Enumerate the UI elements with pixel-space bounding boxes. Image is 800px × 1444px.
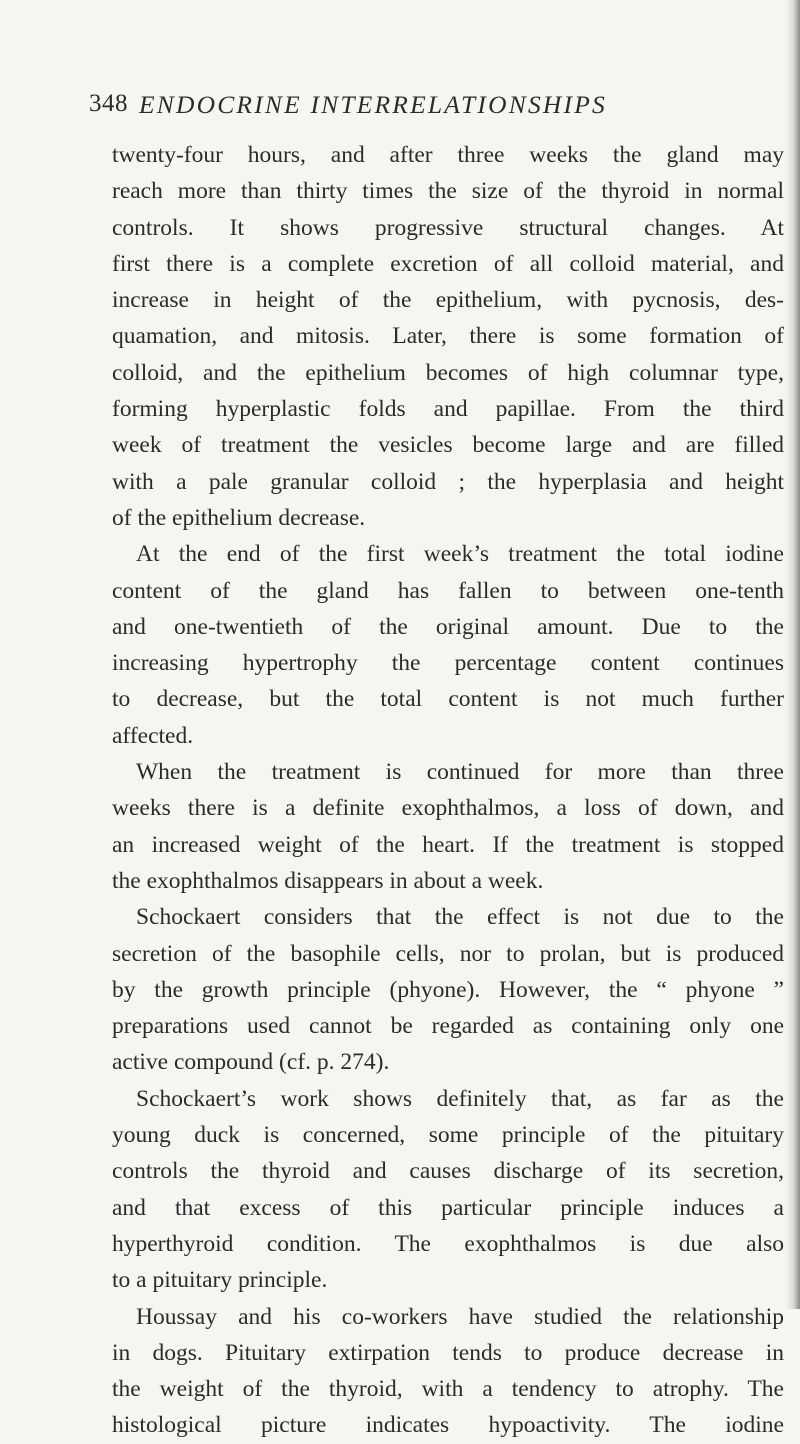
text-line: When the treatment is continued for more than three xyxy=(136,759,784,786)
text-line: reach more than thirty times the size of the thyroid in normal xyxy=(112,178,784,205)
text-line: increasing hypertrophy the percentage content continues xyxy=(112,650,784,677)
text-line: of the epithelium decrease. xyxy=(112,504,366,531)
text-line: controls the thyroid and causes discharge of its secretion, xyxy=(112,1158,784,1185)
text-line: and one-twentieth of the original amount. Due to the xyxy=(112,613,784,640)
text-line: active compound (cf. p. 274). xyxy=(112,1049,390,1076)
body-text xyxy=(112,137,784,1444)
running-head xyxy=(89,90,729,124)
text-line: controls. It shows progressive structural changes. At xyxy=(112,214,784,241)
text-line: Houssay and his co-workers have studied the relationship xyxy=(136,1303,784,1330)
text-line: by the growth principle (phyone). However, the “ phyone ” xyxy=(112,976,784,1003)
text-line: content of the gland has fallen to between one-tenth xyxy=(112,577,784,604)
text-line: quamation, and mitosis. Later, there is some formation of xyxy=(112,323,784,350)
text-line: secretion of the basophile cells, nor to prolan, but is produced xyxy=(112,940,784,967)
text-line: At the end of the first week’s treatment the total iodine xyxy=(136,541,784,568)
text-line: twenty-four hours, and after three weeks the gland may xyxy=(112,142,784,168)
text-line: weeks there is a definite exophthalmos, a loss of down, and xyxy=(112,795,784,822)
text-line: Schockaert’s work shows definitely that, as far as the xyxy=(136,1085,784,1112)
text-line: with a pale granular colloid ; the hyperplasia and height xyxy=(112,468,784,495)
text-line: week of treatment the vesicles become large and are filled xyxy=(112,432,784,459)
text-line: the weight of the thyroid, with a tendency to atrophy. The xyxy=(112,1376,784,1403)
text-line: histological picture indicates hypoactivity. The iodine xyxy=(112,1412,784,1439)
text-line: in dogs. Pituitary extirpation tends to produce decrease in xyxy=(112,1339,784,1366)
text-line: first there is a complete excretion of all colloid material, and xyxy=(112,250,784,277)
text-line: colloid, and the epithelium becomes of high columnar type, xyxy=(112,359,784,386)
text-line: an increased weight of the heart. If the treatment is stopped xyxy=(112,831,784,858)
text-line: preparations used cannot be regarded as containing only one xyxy=(112,1013,784,1040)
text-line: and that excess of this particular principle induces a xyxy=(112,1194,784,1221)
text-line: hyperthyroid condition. The exophthalmos is due also xyxy=(112,1230,784,1257)
text-line: young duck is concerned, some principle of the pituitary xyxy=(112,1122,784,1149)
text-line: increase in height of the epithelium, with pycnosis, des- xyxy=(112,287,784,314)
text-line: to decrease, but the total content is not much further xyxy=(112,686,784,713)
text-line: Schockaert considers that the effect is not due to the xyxy=(136,904,784,931)
page-edge-shadow xyxy=(786,0,800,1309)
text-line: the exophthalmos disappears in about a week. xyxy=(112,867,544,894)
page-number: 348 xyxy=(89,90,128,117)
text-line: to a pituitary principle. xyxy=(112,1267,328,1294)
text-line: forming hyperplastic folds and papillae. From the third xyxy=(112,396,784,423)
text-line: affected. xyxy=(112,722,194,749)
running-title: ENDOCRINE INTERRELATIONSHIPS xyxy=(139,90,607,119)
